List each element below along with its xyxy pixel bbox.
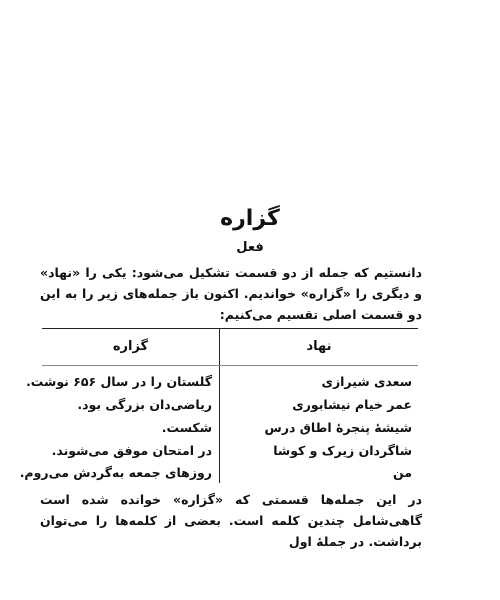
column-header-predicate: گزاره [112,339,149,354]
column-header-subject: نهاد [306,339,332,354]
table-top-rule [42,328,418,329]
row-predicate: در امتحان موفق می‌شوند. [51,443,212,458]
row-subject: من [393,465,412,480]
row-subject: عمر خیام نیشابوری [292,397,412,412]
row-subject: شیشهٔ پنجرهٔ اطاق درس [264,420,412,435]
row-predicate: شکست. [161,420,212,435]
table-header-rule [42,365,418,366]
outro-paragraph: در این جمله‌ها قسمتی که «گزاره» خوانده شده است گاهی‌شامل چندین کلمه است. بعضی از کلمه‌ها را می‌توان برداشت. در جملهٔ اول [40,492,422,549]
section-subtitle: فعل [236,240,264,255]
section-title: گزاره [220,206,280,231]
row-predicate: روزهای جمعه به‌گردش می‌روم. [19,465,212,480]
row-predicate: گلستان را در سال ۶۵۶ نوشت. [26,374,212,389]
row-predicate: ریاضی‌دان بزرگی بود. [77,397,212,412]
row-subject: شاگردان زیرک و کوشا [273,443,412,458]
row-subject: سعدی شیرازی [321,374,412,389]
intro-paragraph: دانستیم که جمله از دو قسمت تشکیل می‌شود: یکی را «نهاد» و دیگری را «گزاره» خواندیم. اکنون باز جمله‌های زیر را به این دو قسمت اصلی تقسیم می‌کنیم: [40,265,422,322]
